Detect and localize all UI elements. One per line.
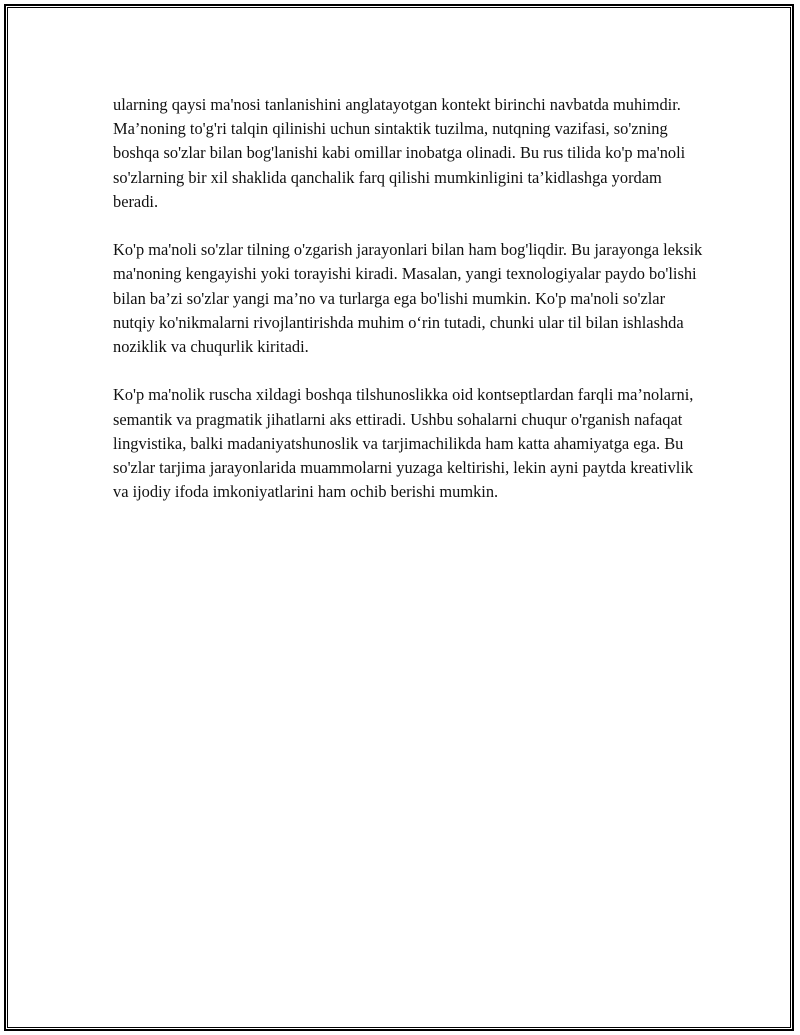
paragraph-2: Ko'p ma'noli so'zlar tilning o'zgarish jarayonlari bilan ham bog'liqdir. Bu jarayonga leksik ma'noning kengayishi yoki torayishi kiradi. Masalan, yangi texnologiyalar paydo bo'lishi bilan ba’zi so'zlar yangi ma’no va turlarga ega bo'lishi mumkin. Ko'p ma'noli so'zlar nutqiy ko'nikmalarni rivojlantirishda muhim o‘rin tutadi, chunki ular til bilan ishlashda noziklik va chuqurlik kiritadi. <box>113 240 703 357</box>
paragraph-3: Ko'p ma'nolik ruscha xildagi boshqa tilshunoslikka oid kontseptlardan farqli ma’nolarni, semantik va pragmatik jihatlarni aks ettiradi. Ushbu sohalarni chuqur o'rganish nafaqat lingvistika, balki madaniyatshunoslik va tarjimachilikda ham katta ahamiyatga ega. Bu so'zlar tarjima jarayonlarida muammolarni yuzaga keltirishi, lekin ayni paytda kreativlik va ijodiy ifoda imkoniyatlarini ham ochib berishi mumkin. <box>113 385 694 502</box>
paragraph-1: ularning qaysi ma'nosi tanlanishini anglatayotgan kontekt birinchi navbatda muhimdir. Ma’noning to'g'ri talqin qilinishi uchun sintaktik tuzilma, nutqning vazifasi, so'zning boshqa so'zlar bilan bog'lanishi kabi omillar inobatga olinadi. Bu rus tilida ko'p ma'noli so'zlarning bir xil shaklida qanchalik farq qilishi mumkinligini ta’kidlashga yordam beradi. <box>113 95 686 211</box>
document-body <box>113 93 703 529</box>
